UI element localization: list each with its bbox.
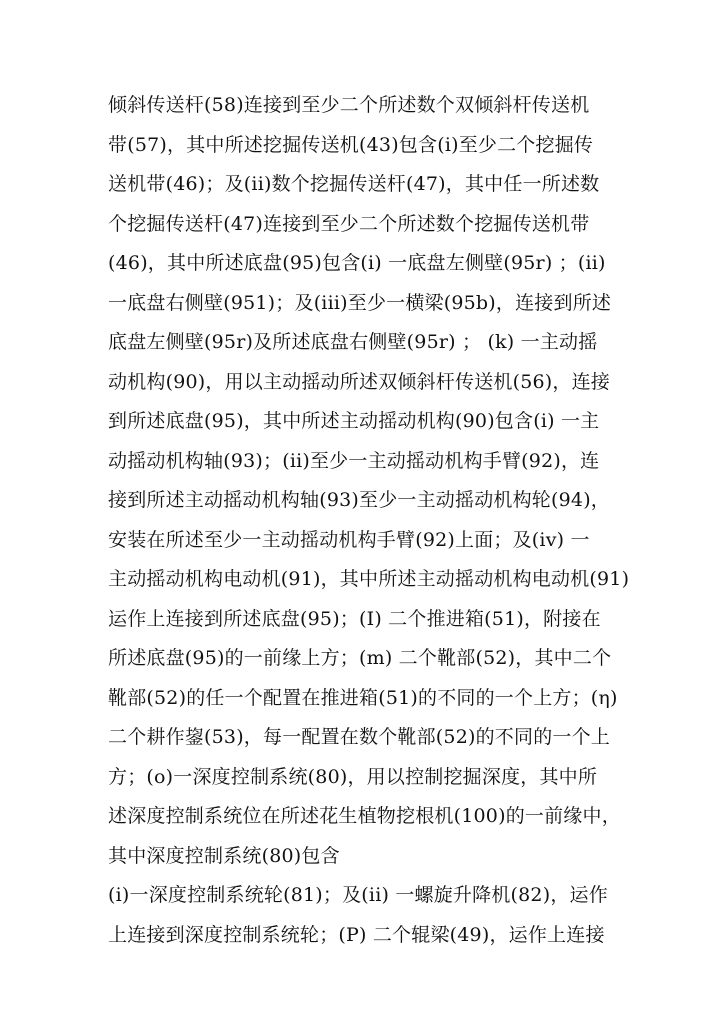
text-line: 接到所述主动摇动机构轴(93)至少一主动摇动机构轮(94)，: [108, 489, 611, 511]
text-line: (i)一深度控制系统轮(81)；及(ii) 一螺旋升降机(82)，运作: [108, 884, 608, 906]
text-line: 个挖掘传送杆(47)连接到至少二个所述数个挖掘传送机带: [108, 212, 590, 235]
text-line: 带(57)，其中所述挖掘传送机(43)包含(i)至少二个挖掘传: [108, 133, 594, 156]
text-line: (46)，其中所述底盘(95)包含(i) 一底盘左侧壁(95r) ；(ii): [108, 252, 606, 274]
text-line: 倾斜传送杆(58)连接到至少二个所述数个双倾斜杆传送机: [108, 94, 590, 116]
text-line: 述深度控制系统位在所述花生植物挖根机(100)的一前缘中，: [108, 805, 621, 827]
text-line: 运作上连接到所述底盘(95)；(I) 二个推进箱(51)，附接在: [108, 607, 601, 630]
text-line: 动机构(90)，用以主动摇动所述双倾斜杆传送机(56)，连接: [108, 370, 611, 393]
text-line: 到所述底盘(95)，其中所述主动摇动机构(90)包含(i) 一主: [108, 410, 600, 432]
text-line: 方；(ο)一深度控制系统(80)，用以控制挖掘深度，其中所: [108, 765, 598, 788]
body-text: [108, 86, 628, 955]
text-line: 动摇动机构轴(93)；(ii)至少一主动摇动机构手臂(92)，连: [108, 449, 600, 472]
text-line: 主动摇动机构电动机(91)，其中所述主动摇动机构电动机(91): [108, 568, 630, 590]
text-line: 靴部(52)的任一个配置在推进箱(51)的不同的一个上方；(η): [108, 686, 618, 709]
text-line: 所述底盘(95)的一前缘上方；(m) 二个靴部(52)，其中二个: [108, 647, 612, 669]
text-line: 底盘左侧壁(95r)及所述底盘右侧壁(95r) ； (k) 一主动摇: [108, 331, 598, 353]
text-line: 安装在所述至少一主动摇动机构手臂(92)上面；及(iv) 一: [108, 528, 590, 551]
text-line: 上连接到深度控制系统轮；(P) 二个辊梁(49)，运作上连接: [108, 923, 605, 946]
text-line: 一底盘右侧壁(951)；及(iii)至少一横梁(95b)，连接到所述: [108, 291, 612, 314]
text-line: 其中深度控制系统(80)包含: [108, 844, 340, 867]
text-line: 二个耕作鋆(53)，每一配置在数个靴部(52)的不同的一个上: [108, 726, 611, 748]
text-line: 送机带(46)；及(ii)数个挖掘传送杆(47)，其中任一所述数: [108, 173, 600, 195]
